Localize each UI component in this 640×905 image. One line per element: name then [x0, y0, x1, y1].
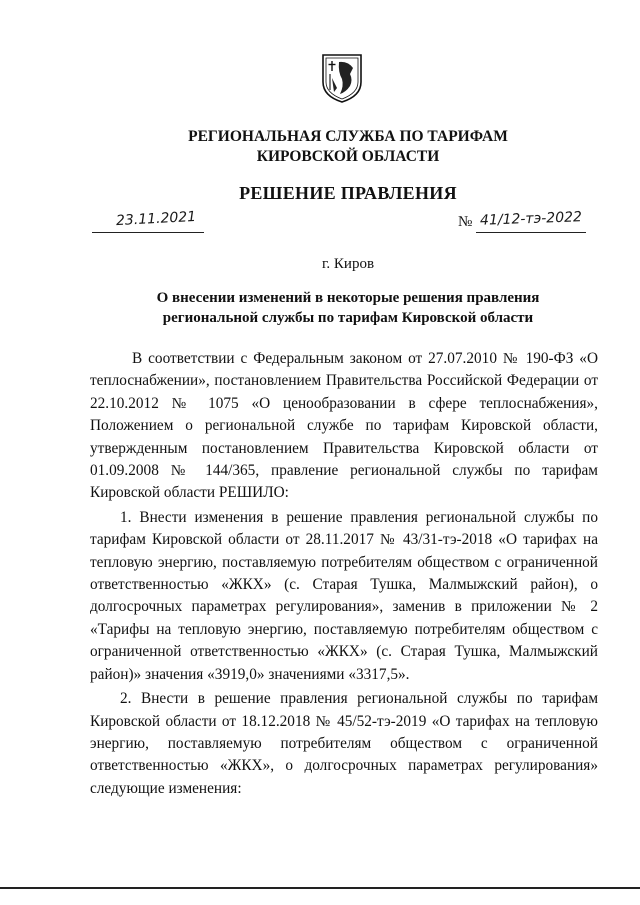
- org-title-line-1: РЕГИОНАЛЬНАЯ СЛУЖБА ПО ТАРИФАМ: [188, 128, 508, 145]
- decision-date: 23.11.2021: [115, 208, 197, 230]
- decision-number: 41/12-тэ-2022: [479, 209, 583, 229]
- subject-line-1: О внесении изменений в некоторые решения правления: [156, 290, 540, 306]
- org-title-line-2: КИРОВСКОЙ ОБЛАСТИ: [256, 148, 440, 165]
- city-line: г. Киров: [321, 256, 375, 272]
- item-2-paragraph: 2. Внести в решение правления региональной службы по тарифам Кировской области от 18.12.2018 № 45/52-тэ-2019 «О тарифах на тепловую энергию, поставляемую потребителям обществом с ограниченной ответственностью «ЖКХ», о долгосрочных параметрах регулирования» следующие изменения:: [90, 690, 598, 797]
- coat-of-arms-icon: [320, 52, 364, 104]
- page-bottom-rule: [0, 887, 640, 889]
- number-sign: №: [458, 214, 473, 230]
- subject-line-2: региональной службы по тарифам Кировской области: [162, 310, 534, 326]
- item-1-paragraph: 1. Внести изменения в решение правления региональной службы по тарифам Кировской области от 28.11.2017 № 43/31-тэ-2018 «О тарифах на тепловую энергию, поставляемую потребителям обществом с ограниченной ответственностью «ЖКХ» (с. Старая Тушка, Малмыжский район), о долгосрочных параметрах регулирования», заменив в приложении № 2 «Тарифы на тепловую энергию, поставляемую потребителям обществом с ограниченной ответственностью «ЖКХ» (с. Старая Тушка, Малмыжский район)» значения «3919,0» значениями «3317,5».: [90, 508, 598, 683]
- organization-title: [0, 127, 640, 167]
- preamble-paragraph: В соответствии с Федеральным законом от 27.07.2010 № 190-ФЗ «О теплоснабжении», постановлением Правительства Российской Федерации от 22.10.2012 № 1075 «О ценообразовании в сфере теплоснабжения», Положением о региональной службе по тарифам Кировской области, утвержденным постановлением Правительства Кировской области от 01.09.2008 № 144/365, правление региональной службы по тарифам Кировской области РЕШИЛО:: [90, 350, 598, 502]
- decision-body: [90, 348, 598, 800]
- decision-subject: [56, 288, 640, 328]
- document-type-heading: РЕШЕНИЕ ПРАВЛЕНИЯ: [239, 183, 457, 203]
